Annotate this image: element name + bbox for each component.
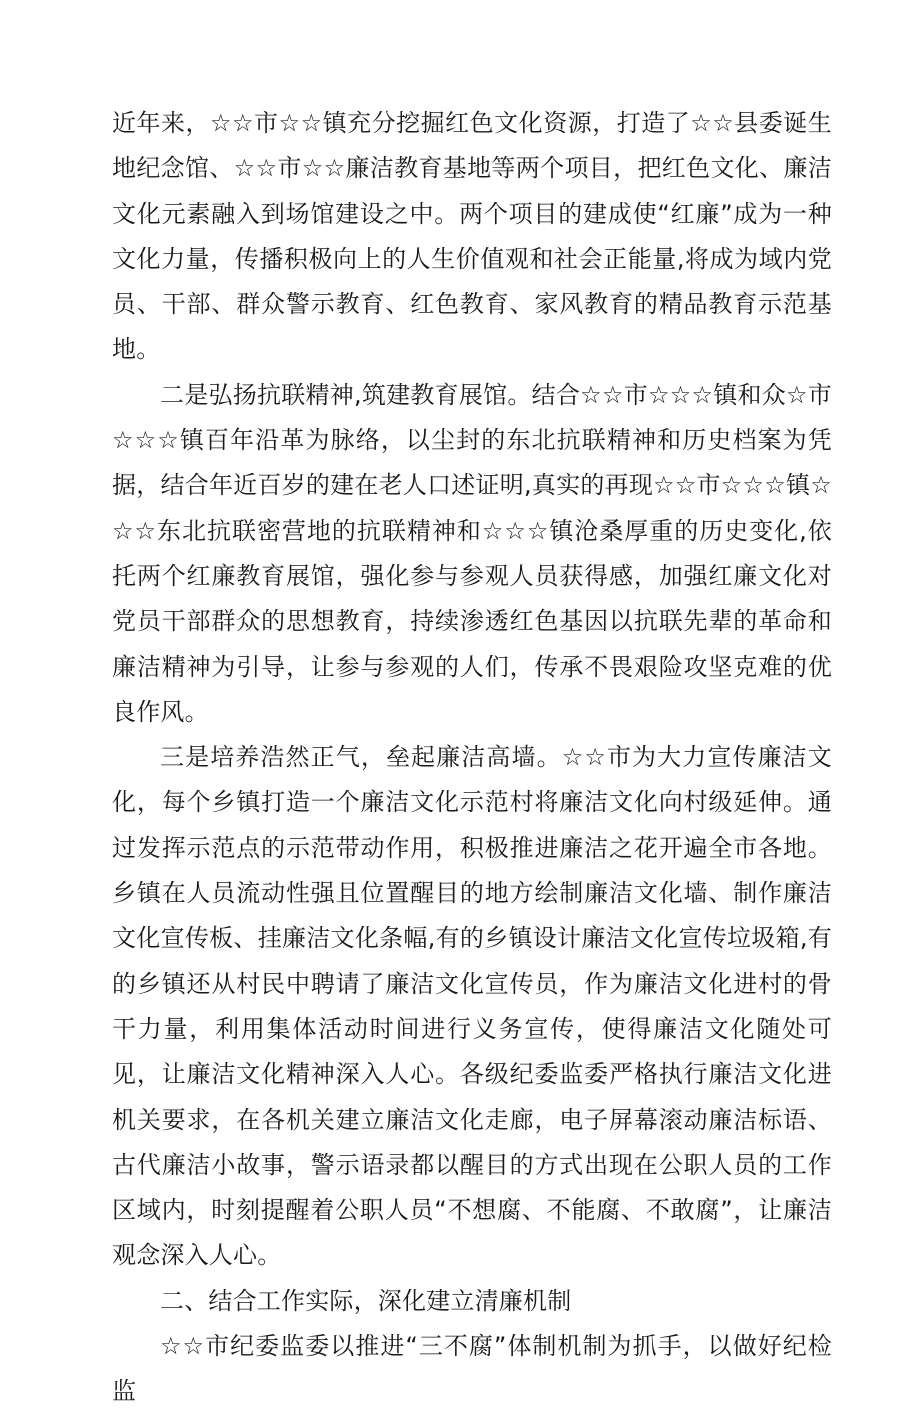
paragraph-integrity-culture: 三是培养浩然正气，垒起廉洁高墙。☆☆市为大力宣传廉洁文化，每个乡镇打造一个廉洁文化示范村将廉洁文化向村级延伸。通过发挥示范点的示范带动作用，积极推进廉洁之花开遍全市各地。乡镇在人员流动性强且位置醒目的地方绘制廉洁文化墙、制作廉洁文化宣传板、挂廉洁文化条幅,有的乡镇设计廉洁文化宣传垃圾箱,有的乡镇还从村民中聘请了廉洁文化宣传员，作为廉洁文化进村的骨干力量，利用集体活动时间进行义务宣传，使得廉洁文化随处可见，让廉洁文化精神深入人心。各级纪委监委严格执行廉洁文化进机关要求，在各机关建立廉洁文化走廊，电子屏幕滚动廉洁标语、古代廉洁小故事，警示语录都以醒目的方式出现在公职人员的工作区域内，时刻提醒着公职人员“不想腐、不能腐、不敢腐”，让廉洁观念深入人心。: [112, 743, 832, 1270]
paragraph-three-no-corruption: ☆☆市纪委监委以推进“三不腐”体制机制为抓手，以做好纪检监: [112, 1332, 832, 1406]
paragraph-anti-japanese-spirit: 二是弘扬抗联精神,筑建教育展馆。结合☆☆市☆☆☆镇和众☆市☆☆☆镇百年沿革为脉络，以尘封的东北抗联精神和历史档案为凭据，结合年近百岁的建在老人口述证明,真实的再现☆☆市☆☆☆镇☆☆☆东北抗联密营地的抗联精神和☆☆☆镇沧桑厚重的历史变化,依托两个红廉教育展馆，强化参与参观人员获得感，加强红廉文化对党员干部群众的思想教育，持续渗透红色基因以抗联先辈的革命和廉洁精神为引导，让参与参观的人们，传承不畏艰险攻坚克难的优良作风。: [112, 380, 832, 726]
document-page: [112, 101, 832, 1415]
paragraph-red-culture-intro: 近年来，☆☆市☆☆镇充分挖掘红色文化资源，打造了☆☆县委诞生地纪念馆、☆☆市☆☆廉洁教育基地等两个项目，把红色文化、廉洁文化元素融入到场馆建设之中。两个项目的建成使“红廉”成为一种文化力量，传播积极向上的人生价值观和社会正能量,将成为域内党员、干部、群众警示教育、红色教育、家风教育的精品教育示范基地。: [112, 109, 832, 364]
section-heading-clean-mechanism: 二、结合工作实际，深化建立清廉机制: [160, 1286, 572, 1315]
